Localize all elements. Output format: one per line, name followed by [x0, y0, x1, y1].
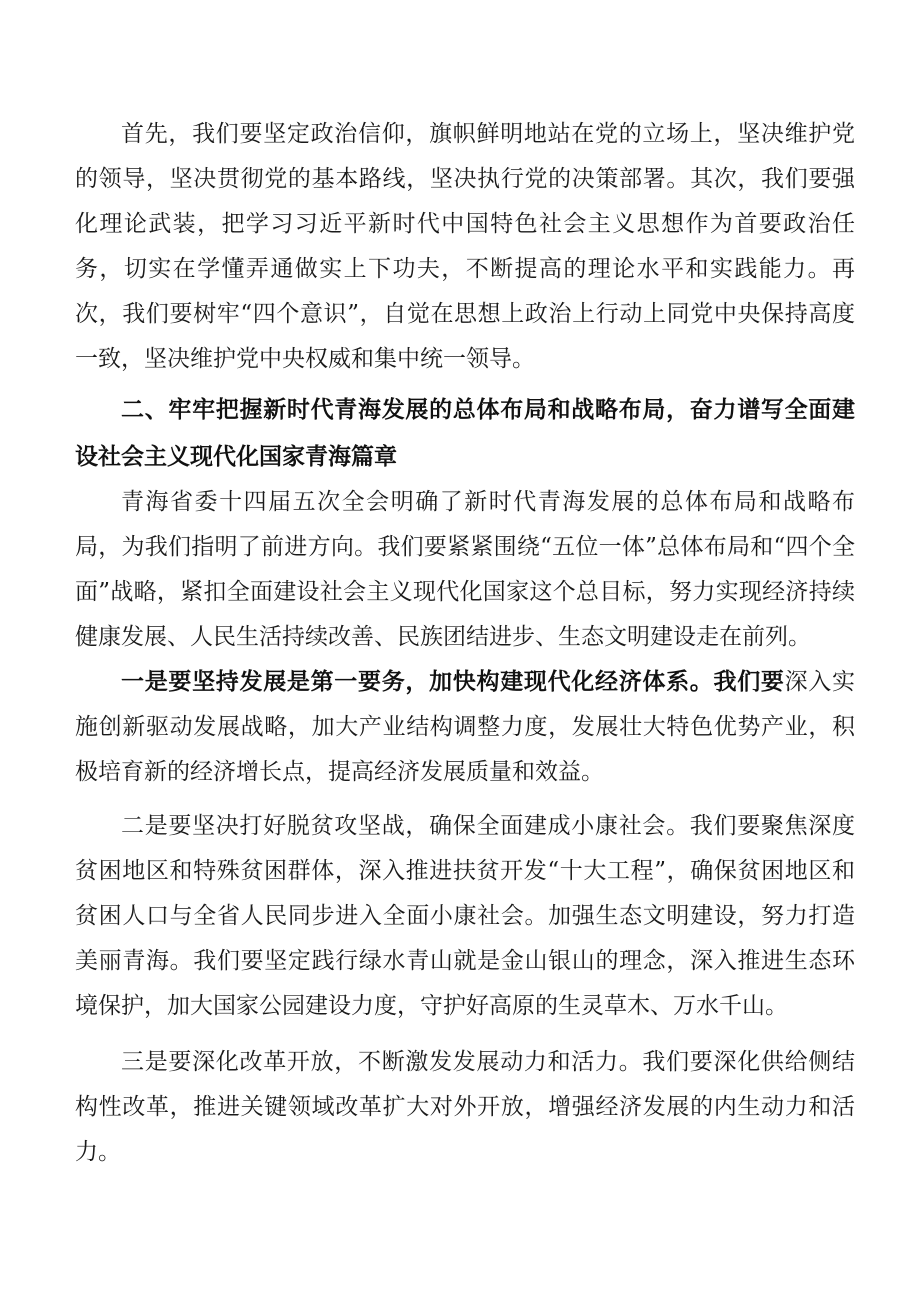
- point-one-body: 深入实施创新驱动发展战略，加大产业结构调整力度，发展壮大特色优势产业，积极培育新的经济增长点，提高经济发展质量和效益。: [75, 669, 856, 785]
- paragraph-section-intro: 青海省委十四届五次全会明确了新时代青海发展的总体布局和战略布局，为我们指明了前进方向。我们要紧紧围绕“五位一体”总体布局和“四个全面”战略，紧扣全面建设社会主义现代化国家这个总目标，努力实现经济持续健康发展、人民生活持续改善、民族团结进步、生态文明建设走在前列。: [75, 489, 855, 650]
- paragraph-point-two: 二是要坚决打好脱贫攻坚战，确保全面建成小康社会。我们要聚焦深度贫困地区和特殊贫困群体，深入推进扶贫开发“十大工程”，确保贫困地区和贫困人口与全省人民同步进入全面小康社会。加强生态文明建设，努力打造美丽青海。我们要坚定践行绿水青山就是金山银山的理念，深入推进生态环境保护，加大国家公园建设力度，守护好高原的生灵草木、万水千山。: [75, 813, 855, 1019]
- point-one-lead: 一是要坚持发展是第一要务，加快构建现代化经济体系。我们要: [121, 669, 785, 695]
- section-heading: 二、牢牢把握新时代青海发展的总体布局和战略布局，奋力谱写全面建设社会主义现代化国家青海篇章: [75, 397, 855, 470]
- paragraph-political-belief: 首先，我们要坚定政治信仰，旗帜鲜明地站在党的立场上，坚决维护党的领导，坚决贯彻党的基本路线，坚决执行党的决策部署。其次，我们要强化理论武装，把学习习近平新时代中国特色社会主义思想作为首要政治任务，切实在学懂弄通做实上下功夫，不断提高的理论水平和实践能力。再次，我们要树牢“四个意识”，自觉在思想上政治上行动上同党中央保持高度一致，坚决维护党中央权威和集中统一领导。: [75, 121, 855, 372]
- paragraph-point-three: 三是要深化改革开放，不断激发发展动力和活力。我们要深化供给侧结构性改革，推进关键领域改革扩大对外开放，增强经济发展的内生动力和活力。: [75, 1049, 855, 1165]
- paragraph-point-one: [75, 660, 855, 795]
